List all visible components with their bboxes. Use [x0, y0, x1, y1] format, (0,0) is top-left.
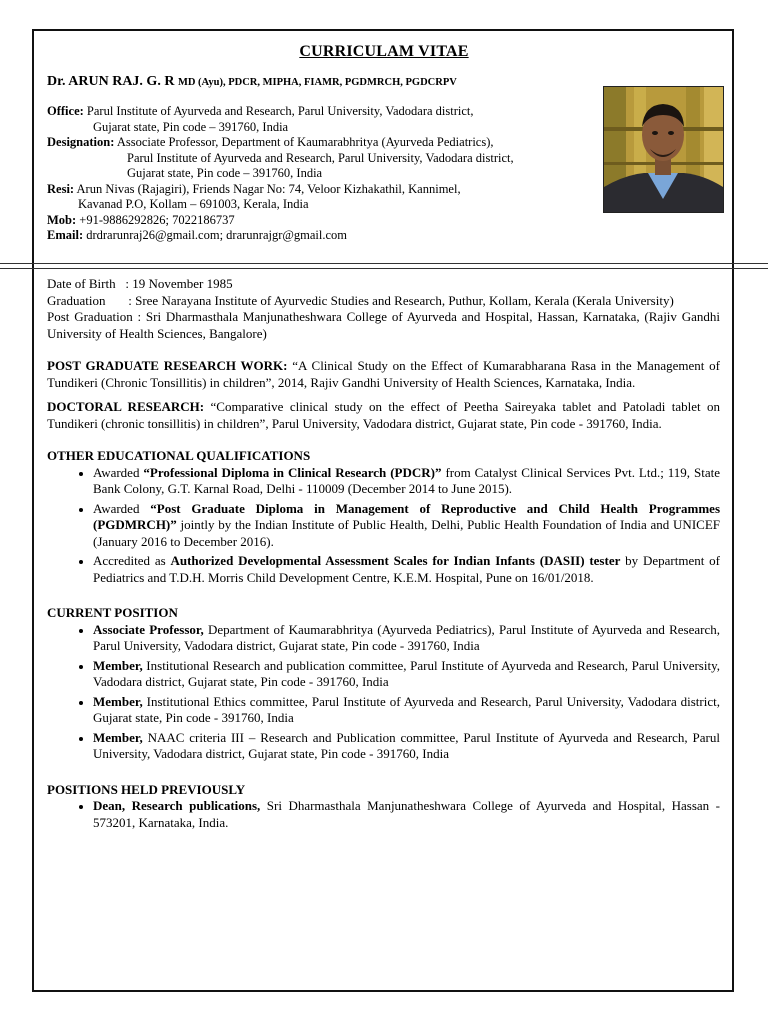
- section-heading-previous-positions: POSITIONS HELD PREVIOUSLY: [47, 781, 246, 797]
- mob-label: Mob:: [47, 212, 77, 227]
- current-position-list: [47, 622, 720, 763]
- item-bold-text: “Post Graduate Diploma in Management of Reproductive and Child Health Programmes (PGDMRCH)”: [93, 500, 720, 532]
- doctoral-research-label: DOCTORAL RESEARCH:: [47, 399, 205, 414]
- list-item: [93, 553, 720, 586]
- email-address: drdrarunraj26@gmail.com; drarunrajgr@gmail.com: [86, 228, 348, 242]
- list-item: [93, 694, 720, 727]
- resi-label: Resi:: [47, 181, 75, 196]
- designation-line1: Associate Professor, Department of Kaumarabhritya (Ayurveda Pediatrics),: [116, 135, 494, 149]
- email-label: Email:: [47, 228, 84, 242]
- item-bold-text: Associate Professor,: [93, 621, 204, 637]
- designation-label: Designation:: [47, 135, 115, 149]
- document-title: CURRICULAM VITAE: [299, 43, 469, 60]
- pg-research-paragraph: [47, 358, 720, 391]
- section-heading-current-position: CURRENT POSITION: [47, 605, 178, 620]
- other-qualifications-list: [47, 465, 720, 587]
- list-item: [93, 798, 720, 831]
- list-item: [93, 622, 720, 655]
- office-label: Office:: [47, 104, 84, 118]
- item-text: from Catalyst Clinical Services Pvt. Ltd.; 119, State Bank Colony, G.T. Karnal Road, Delhi - 110009 (December 2014 to June 2015).: [93, 464, 721, 496]
- item-text: Institutional Research and publication committee, Parul Institute of Ayurveda and Research, Parul University, Vadodara district, Gujarat state, Pin code - 391760, India: [93, 657, 720, 689]
- list-item: [93, 465, 720, 498]
- previous-positions-list: [47, 798, 720, 831]
- item-bold-text: Member,: [93, 693, 143, 709]
- post-graduation: Post Graduation : Sri Dharmasthala Manjunatheshwara College of Ayurveda and Hospital, Hassan, Karnataka, (Rajiv Gandhi University of Health Sciences, Bangalore): [47, 309, 720, 341]
- office-line2: Gujarat state, Pin code – 391760, India: [93, 119, 289, 134]
- name-text: Dr. ARUN RAJ. G. R: [47, 74, 175, 89]
- office-line1: Parul Institute of Ayurveda and Research, Parul University, Vadodara district,: [86, 104, 474, 118]
- item-bold-text: Dean, Research publications,: [93, 798, 261, 813]
- graduation: Graduation : Sree Narayana Institute of Ayurvedic Studies and Research, Puthur, Kollam, Kerala (Kerala University): [47, 292, 674, 308]
- resi-line2: Kavanad P.O, Kollam – 691003, Kerala, India: [78, 197, 309, 211]
- item-text: by Department of Pediatrics and T.D.H. Morris Child Development Centre, K.E.M. Hospital, Pune on 16/01/2018.: [93, 553, 720, 585]
- item-bold-text: Member,: [93, 657, 143, 673]
- doctoral-research-paragraph: [47, 399, 720, 432]
- separator-line: [0, 268, 768, 269]
- profile-photo: [603, 86, 724, 213]
- contact-block: [47, 104, 607, 244]
- date-of-birth: Date of Birth : 19 November 1985: [47, 276, 233, 291]
- item-text: Sri Dharmasthala Manjunatheshwara College of Ayurveda and Hospital, Hassan - 573201, Karnataka, India.: [93, 798, 720, 830]
- item-text: Department of Kaumarabhritya (Ayurveda Pediatrics), Parul Institute of Ayurveda and Research, Parul University, Vadodara district, Gujarat state, Pin code - 391760, India: [93, 621, 720, 653]
- item-bold-text: “Professional Diploma in Clinical Research (PDCR)”: [143, 464, 442, 480]
- doctoral-research-text: “Comparative clinical study on the effect of Peetha Saireyaka tablet and Patoladi tablet on Tundikeri (chronic tonsillitis) in children”, Parul University, Vadodara district, Gujarat state, Pin code - 391760, India.: [47, 399, 720, 431]
- credentials: MD (Ayu), PDCR, MIPHA, FIAMR, PGDMRCH, PGDCRPV: [177, 77, 457, 88]
- item-bold-text: Authorized Developmental Assessment Scales for Indian Infants (DASII) tester: [170, 553, 621, 568]
- pg-research-label: POST GRADUATE RESEARCH WORK:: [47, 358, 288, 373]
- cv-body: [47, 276, 720, 834]
- separator-line: [0, 263, 768, 264]
- pg-research-text: “A Clinical Study on the Effect of Kumarabharana Rasa in the Management of Tundikeri (Chronic Tonsillitis) in children”, 2014, Rajiv Gandhi University of Health Sciences, Karnataka, India.: [47, 358, 720, 390]
- resi-line1: Arun Nivas (Rajagiri), Friends Nagar No: 74, Veloor Kizhakathil, Kannimel,: [76, 181, 461, 196]
- section-heading-other-qualifications: OTHER EDUCATIONAL QUALIFICATIONS: [47, 448, 311, 463]
- list-item: [93, 730, 720, 763]
- candidate-name: [47, 74, 457, 91]
- designation-line2: Parul Institute of Ayurveda and Research, Parul University, Vadodara district,: [127, 150, 514, 165]
- item-text: Awarded: [93, 500, 151, 516]
- mobile-number: +91-9886292826; 7022186737: [79, 212, 235, 227]
- list-item: [93, 658, 720, 691]
- list-item: [93, 501, 720, 551]
- item-text: jointly by the Indian Institute of Public Health, Delhi, Public Health Foundation of India and UNICEF (January 2016 to December 2016).: [93, 517, 720, 549]
- item-text: Institutional Ethics committee, Parul Institute of Ayurveda and Research, Parul University, Vadodara district, Gujarat state, Pin code - 391760, India: [93, 693, 720, 725]
- item-text: Awarded: [93, 464, 144, 480]
- item-bold-text: Member,: [93, 729, 143, 745]
- designation-line3: Gujarat state, Pin code – 391760, India: [127, 166, 323, 180]
- item-text: NAAC criteria III – Research and Publication committee, Parul Institute of Ayurveda and Research, Parul University, Vadodara district, Gujarat state, Pin code - 391760, India: [93, 729, 720, 761]
- item-text: Accredited as: [93, 553, 171, 568]
